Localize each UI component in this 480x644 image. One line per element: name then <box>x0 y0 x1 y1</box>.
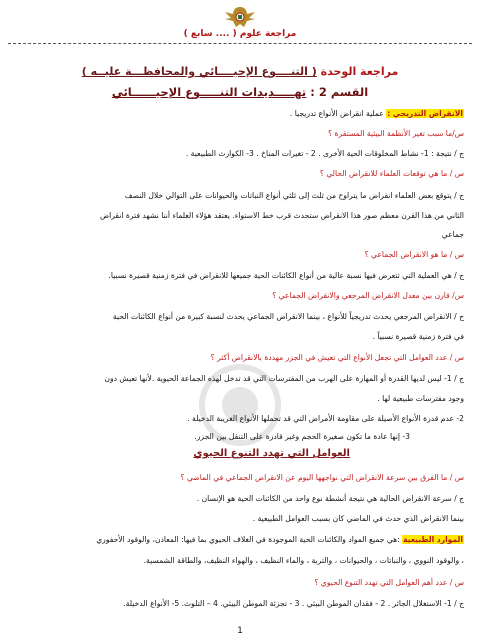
answer: ج / سرعة الانقراض الحالية هي نتيجة أنشطة نوع واحد من الكائنات الحية هو الإنسان . <box>196 494 464 503</box>
answer: ج / يتوقع بعض العلماء انقراض ما يتراوح من ثلث إلى ثلثي أنواع النباتات والحيوانات على التوالي خلال النصف <box>124 191 464 200</box>
section-title-name: تهـــــديدات التنـــــوع الإحيــــــائي <box>111 85 307 99</box>
header-title: مراجعة علوم ( .... سابع ) <box>183 29 297 39</box>
answer: ج / 1- ليس لديها القدرة أو المهارة على الهرب من المفترسات التي قد تدخل لهذه الجماعة الحيوية .لأنها تعيش دون <box>104 374 464 383</box>
section-title <box>0 85 480 99</box>
answer: وجود مفترسات طبيعية لها . <box>377 394 464 403</box>
question: س / عدد العوامل التي تجعل الأنواع التي تعيش في الجزر مهددة بالانقراض أكثر ؟ <box>210 353 464 362</box>
unit-title <box>0 65 480 78</box>
answer: ، والوقود النووي ، والنباتات ، والحيوانات ، والتربة ، والماء النظيف ، والهواء النظيف، والطاقة الشمسية. <box>143 556 464 565</box>
answer: 3- إنها عادة ما تكون صغيرة الحجم وغير قادرة على التنقل بين الجزر. <box>194 432 410 441</box>
answer: بينما الانقراض الذي حدث في الماضي كان بسبب العوامل الطبيعية . <box>252 514 464 523</box>
question: س / ما هي توقعات العلماء للانقراض الحالي ؟ <box>319 169 464 178</box>
question: س/ما سبب تغير الأنظمة البيئية المستقرة ؟ <box>328 129 464 138</box>
question: س / عدد أهم العوامل التي تهدد التنوع الحيوي ؟ <box>314 578 464 587</box>
term-label: الانقراض التدريجي : <box>387 109 463 118</box>
answer: جماعي <box>441 230 464 239</box>
answer: ج / نتيجة : 1- نشاط المخلوقات الحية الأخرى . 2 - تغيرات المناخ . 3- الكوارث الطبيعية . <box>185 149 464 158</box>
line-natural-resources: الموارد الطبيعية :هي جميع المواد والكائنات الحية الموجودة في الغلاف الحيوي بما فيها: المعادن، والوقود الأحفوري <box>96 535 463 544</box>
answer: ج / هي العملية التي تتعرض فيها نسبة عالية من أنواع الكائنات الحية جميعها للانقراض في فترة زمنية قصيرة نسبيا. <box>108 271 464 280</box>
answer: ج / 1- الاستغلال الجائر . 2 - فقدان الموطن البيئي . 3 - تجزئة الموطن البيئي. 4 – التلوث. 5- الأنواع الدخيلة. <box>123 599 464 608</box>
answer: في فترة زمنية قصيرة نسبياً . <box>372 332 464 341</box>
page-number: 1 <box>237 626 243 636</box>
line-1: الانقراض التدريجي : عملية انقراض الأنواع تدريجيا . <box>289 109 463 118</box>
divider <box>8 43 472 44</box>
section-title-prefix: القسم 2 : <box>310 85 369 99</box>
term-label: الموارد الطبيعية <box>403 535 463 544</box>
question: س / ما الفرق بين سرعة الانقراض التي نواجهها اليوم عن الانقراض الجماعي في الماضي ؟ <box>180 473 464 482</box>
answer: الثاني من هذا القرن معظم صور هذا الانقراض ستحدث قرب خط الاستواء. يعتقد هؤلاء العلماء أننا نشهد فترة انقراض <box>99 211 464 220</box>
unit-title-prefix: مراجعة الوحدة <box>320 65 399 78</box>
unit-title-name: ( التنــــوع الإحيــــائي والمحافظـــة عليــه ) <box>81 65 317 78</box>
answer: 2- عدم قدرة الأنواع الأصيلة على مقاومة الأمراض التي قد تحملها الأنواع الغريبة الدخيلة . <box>187 414 464 423</box>
subheading: العوامل التي تهدد التنوع الحيوي <box>193 448 350 459</box>
answer: ج / الانقراض المرجعي يحدث تدريجياً للأنواع ، بينما الانقراض الجماعي يحدث لنسبة كبيرة من أنواع الكائنات الحية <box>112 312 464 321</box>
question: س / ما هو الانقراض الجماعي ؟ <box>364 250 464 259</box>
uae-emblem-icon <box>222 4 258 30</box>
question: س/ قارن بين معدل الانقراض المرجعي والانقراض الجماعي ؟ <box>272 291 464 300</box>
